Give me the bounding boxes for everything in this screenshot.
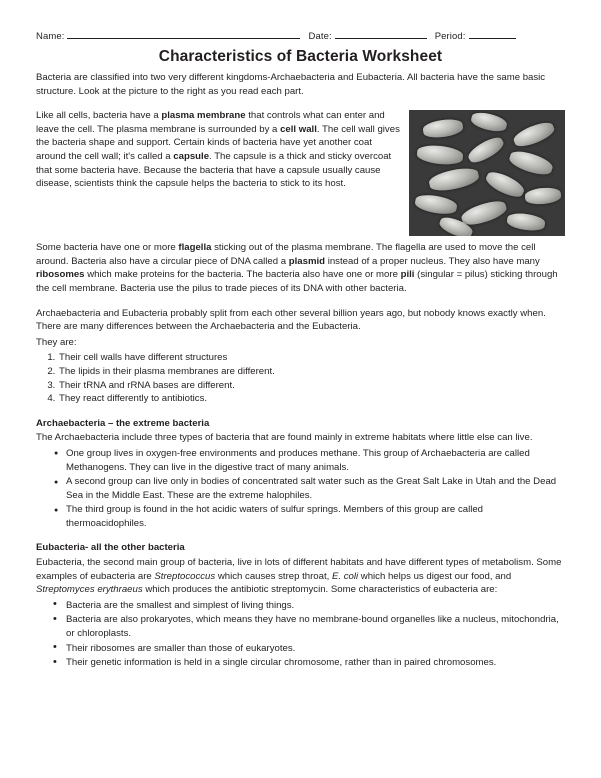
intro-paragraph: Bacteria are classified into two very different kingdoms-Archaebacteria and Eubacteria. All bacteria have the same basic structure. Look at the picture to the right as you read each part.: [36, 72, 546, 97]
eubacteria-intro: [36, 556, 565, 597]
they-are-label: They are:: [36, 336, 77, 348]
eubacteria-text-4: which produces the antibiotic streptomycin. Some characteristics of eubacteria are:: [142, 584, 498, 596]
page-title: Characteristics of Bacteria Worksheet: [158, 48, 443, 65]
list-item: • Bacteria are the smallest and simplest of living things.: [66, 599, 565, 613]
species-streptomyces-erythraeus: Streptomyces erythraeus: [36, 584, 143, 596]
term-plasma-membrane: plasma membrane: [161, 110, 246, 122]
archaebacteria-bullet-list: [36, 447, 565, 531]
list-item: ● One group lives in oxygen-free environments and produces methane. This group of Archaebacteria are called Methanogens. They can live in the digestive tract of many animals.: [66, 447, 565, 474]
term-cell-wall: cell wall: [280, 123, 317, 135]
structure-text-2: that controls what can enter and leave the cell. The plasma membrane is surrounded by a: [36, 110, 385, 135]
eubacteria-text-1: Eubacteria, the second main group of bacteria, live in lots of different habitats and have different types of metabolism. Some examples of eubacteria are: [36, 557, 562, 582]
species-e-coli: E. coli: [331, 570, 359, 582]
name-blank[interactable]: [67, 30, 300, 39]
archaebacteria-intro: The Archaebacteria include three types of bacteria that are found mainly in extreme habitats where little else can live.: [36, 432, 533, 444]
list-item: • Their ribosomes are smaller than those of eukaryotes.: [66, 642, 565, 656]
species-streptococcus: Streptococcus: [154, 570, 216, 582]
list-item: ● A second group can live only in bodies of concentrated salt water such as the Great Salt Lake in Utah and the Dead Sea in the Middle East. These are the extreme halophiles.: [66, 475, 565, 502]
eubacteria-heading: Eubacteria- all the other bacteria: [36, 542, 185, 554]
list-item: ● The third group is found in the hot acidic waters of sulfur springs. Members of this group are called thermoacidophiles.: [66, 503, 565, 530]
structure-text-3: . The cell wall gives the bacteria shape and support. Certain kinds of bacteria have yet another coat around the cell wall; it's called a: [36, 123, 400, 162]
split-paragraph: Archaebacteria and Eubacteria probably split from each other several billion years ago, but nobody knows exactly when. There are many differences between the Archaebacteria and the Eubacteria.: [36, 307, 546, 333]
term-pili: pili: [400, 269, 415, 281]
date-label: Date:: [308, 31, 332, 42]
archaebacteria-heading: Archaebacteria – the extreme bacteria: [36, 417, 210, 429]
flagella-text-1: Some bacteria have one or more: [36, 242, 179, 254]
list-item: 1. Their cell walls have different structures: [58, 351, 565, 365]
list-item: • Their genetic information is held in a single circular chromosome, rather than in paired chromosomes.: [66, 656, 565, 670]
differences-list: [36, 351, 565, 405]
term-capsule: capsule: [173, 150, 210, 162]
flagella-text-4: which make proteins for the bacteria. The bacteria also have one or more: [84, 269, 401, 281]
name-label: Name:: [36, 31, 65, 42]
flagella-text-3: instead of a proper nucleus. They also have many: [325, 255, 540, 267]
structure-text-1: Like all cells, bacteria have a: [36, 110, 162, 122]
structure-text-4: . The capsule is a thick and sticky overcoat that some bacteria have. Because the bacteria that have a capsule usually cause disease, scientists think the capsule helps the bacteria to stick to its host.: [36, 150, 392, 190]
eubacteria-text-2: which causes strep throat,: [215, 570, 332, 582]
list-item: 4. They react differently to antibiotics.: [58, 392, 565, 406]
list-item: • Bacteria are also prokaryotes, which means they have no membrane-bound organelles like a nucleus, mitochondria, or chloroplasts.: [66, 613, 565, 640]
bacteria-micrograph-image: [409, 110, 565, 236]
list-item: 3. Their tRNA and rRNA bases are different.: [58, 379, 565, 393]
term-flagella: flagella: [178, 242, 212, 254]
list-item: 2. The lipids in their plasma membranes are different.: [58, 365, 565, 379]
flagella-paragraph: [36, 241, 565, 295]
period-blank[interactable]: [469, 30, 516, 39]
flagella-text-2: sticking out of the plasma membrane. The flagella are used to move the cell around. Bacteria also have a circular piece of DNA called a: [36, 242, 536, 267]
term-ribosomes: ribosomes: [36, 269, 85, 281]
eubacteria-bullet-list: [36, 599, 565, 670]
term-plasmid: plasmid: [288, 255, 326, 267]
flagella-text-5: (singular = pilus) sticking through the cell membrane. Bacteria use the pilus to trade pieces of its DNA with other bacteria.: [36, 269, 558, 294]
eubacteria-text-3: which helps us digest our food, and: [358, 570, 512, 582]
date-blank[interactable]: [335, 30, 427, 39]
student-info-line: [36, 30, 565, 42]
period-label: Period:: [434, 31, 466, 42]
